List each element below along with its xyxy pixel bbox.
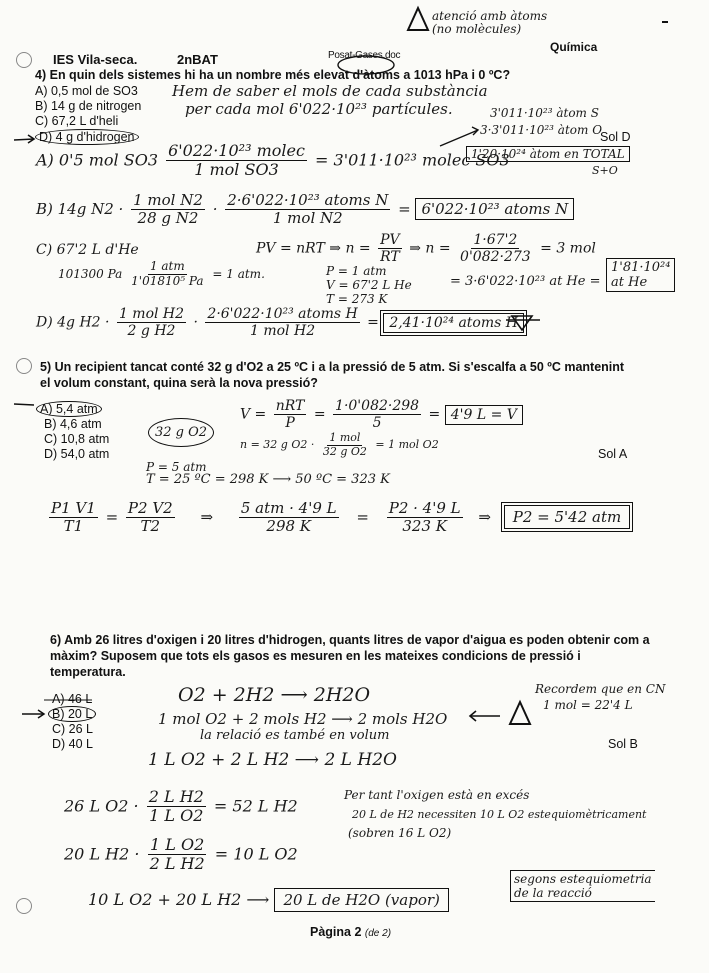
q6-c1-lhs: 26 L O2 ·	[64, 796, 139, 816]
q6-mole-ratio: 1 mol O2 + 2 mols H2 ⟶ 2 mols H2O	[158, 710, 448, 728]
q4-c-fraction	[129, 260, 205, 289]
q5-n-label: n = 32 g O2 ·	[240, 438, 315, 452]
q4-d-calc: D) 4g H2 · $\frac{\text{1 mol H2}}{\text{2 g H2}}$ · $\frac{\text{2·6'022·10²³ atoms H}}{\text{1 mol H2}}$ = 2,41·10²⁴ atoms H	[36, 306, 524, 339]
q5-question-line2: el volum constant, quina serà la nova pressió?	[40, 376, 318, 390]
q6-c2-lhs: 20 L H2 ·	[64, 844, 140, 864]
course-label: 2nBAT	[177, 52, 218, 67]
q4-option-c: C) 67,2 L d'heli	[35, 114, 119, 128]
q5-law-fraction-1	[49, 500, 98, 536]
q4-b-frac1-den: 28 g N2	[137, 209, 199, 228]
q4-b-frac1-num: 1 mol N2	[133, 191, 203, 209]
q4-c-result-box	[606, 258, 675, 292]
q4-a-lhs: A) 0'5 mol SO3	[36, 150, 158, 170]
q4-d-frac1-den: 2 g H2	[127, 323, 176, 340]
q5-n-frac-num: 1 mol	[329, 431, 361, 444]
q6-final-calc	[88, 890, 449, 909]
q4-a-calc	[36, 142, 510, 180]
q5-n-result: = 1 mol O2	[375, 438, 439, 452]
q4-c-pv-den: RT	[380, 249, 400, 266]
file-name: Posat-Gases.doc	[328, 50, 401, 61]
q5-n-frac-den: 32 g O2	[322, 444, 367, 458]
q5-v2-fraction	[333, 398, 421, 431]
q6-option-a: A) 46 L	[52, 692, 93, 706]
q4-d-frac1-num: 1 mol H2	[118, 306, 185, 322]
q4-d-lhs: D) 4g H2 ·	[36, 314, 110, 331]
q4-c-n-den: 0'082·273	[460, 249, 531, 266]
q5-v-frac-den: P	[285, 415, 295, 432]
q4-atoms-s: 3'011·10²³ àtom S	[490, 106, 599, 120]
q4-d-frac2-den: 1 mol H2	[250, 323, 316, 340]
subject-label: Química	[550, 40, 598, 54]
q5-law2-den: T2	[140, 517, 161, 536]
q4-c-mol: = 3 mol	[540, 240, 596, 257]
q4-atoms-o: 3·3'011·10²³ àtom O	[480, 123, 603, 137]
q4-number: 4)	[35, 68, 47, 82]
q4-a-frac-num: 6'022·10²³ molec	[168, 141, 305, 160]
q6-question-line3: temperatura.	[50, 665, 126, 679]
q4-c-p: P = 1 atm	[326, 264, 387, 278]
q4-text: En quin dels sistemes hi ha un nombre més elevat d'àtoms a 1013 hPa i 0 ºC?	[49, 68, 511, 82]
q6-option-b	[48, 707, 96, 722]
q5-number: 5)	[40, 360, 52, 374]
page-footer	[310, 925, 391, 941]
q5-law-fraction-2	[126, 500, 175, 536]
q4-b-result: 6'022·10²³ atoms N	[415, 198, 574, 220]
q5-solution: Sol A	[598, 447, 628, 461]
q5-volume-calc: V = $\frac{\text{nRT}}{P}$ = $\frac{1\cdot 0'082\cdot 298}{5}$ = 4'9 L = V	[240, 398, 523, 431]
q4-a-result: = 3'011·10²³ molec SO3	[315, 150, 510, 170]
q4-option-b: B) 14 g de nitrogen	[35, 99, 142, 113]
q6-volume-relation: la relació es també en volum	[200, 728, 390, 743]
q6-note-leftover: (sobren 16 L O2)	[348, 826, 452, 840]
q4-c-conv	[58, 260, 265, 289]
q5-law1-num: P1 V1	[51, 499, 96, 517]
q5-option-c: C) 10,8 atm	[44, 432, 110, 446]
q6-c1-frac-den: 1 L O2	[149, 806, 204, 826]
q6-calc-2	[64, 836, 298, 874]
q4-c-n-num: 1·67'2	[473, 232, 518, 248]
q4-b-frac2-num: 2·6'022·10²³ atoms N	[227, 191, 389, 209]
q4-a-frac-den: 1 mol SO3	[194, 160, 279, 180]
q4-c-result-unit: at He	[611, 275, 648, 290]
q5-question-line1	[40, 360, 624, 375]
q6-final-lhs: 10 L O2 + 20 L H2 ⟶	[88, 890, 270, 909]
q5-sub-fraction-1	[239, 500, 339, 536]
q5-sub-fraction-2	[387, 500, 463, 536]
q5-law2-num: P2 V2	[127, 499, 173, 517]
q6-c2-frac-num: 1 L O2	[149, 835, 205, 854]
q4-c-t: T = 273 K	[326, 292, 388, 306]
q6-option-d: D) 40 L	[52, 737, 93, 751]
q5-sub2-den: 323 K	[402, 517, 447, 536]
q6-text-1: Amb 26 litres d'oxigen i 20 litres d'hidrogen, quants litres de vapor d'aigua es poden obtenir com a	[64, 633, 650, 647]
q5-volume-box: 4'9 L = V	[445, 405, 523, 425]
q6-note-excess: Per tant l'oxigen està en excés	[344, 788, 530, 802]
q4-note-moles: Hem de saber el mols de cada substància	[172, 82, 488, 100]
q4-c-conditions	[326, 264, 412, 306]
q4-b-lhs: B) 14g N2 ·	[36, 199, 124, 218]
q4-solution: Sol D	[600, 130, 631, 144]
q4-c-n-fraction	[458, 232, 533, 265]
q6-question-line1	[50, 633, 650, 648]
q4-note-particles: per cada mol 6'022·10²³ partícules.	[185, 100, 453, 118]
q5-moles-calc	[240, 432, 439, 458]
q5-v2-frac-num: 1·0'082·298	[335, 398, 420, 414]
q6-reminder-1: Recordem que en CN	[535, 682, 666, 696]
q4-option-d-text: D) 4 g d'hidrogen	[35, 129, 139, 145]
q6-reaction: O2 + 2H2 ⟶ 2H2O	[178, 684, 371, 706]
q4-total-sub: S+O	[592, 164, 618, 177]
q4-c-v: V = 67'2 L He	[326, 278, 412, 292]
page-total: (de 2)	[364, 928, 392, 939]
q4-b-calc: B) 14g N2 · $\frac{\text{1 mol N2}}{\text{28 g N2}}$ · $\frac{\text{2·6'022·10²³ atoms N}}{\text{1 mol N2}}$ = 6'022·10²³ atoms N	[36, 192, 574, 228]
q4-d-fraction-1	[117, 306, 186, 339]
q5-option-a-text: A) 5,4 atm	[36, 401, 102, 417]
q5-option-a	[36, 402, 102, 417]
q6-c2-frac-den: 2 L H2	[149, 854, 205, 874]
q4-option-a: A) 0,5 mol de SO3	[35, 84, 138, 98]
q6-c1-fraction	[147, 788, 206, 826]
q4-c-ideal-gas	[256, 232, 596, 265]
q5-temperature: T = 25 ºC = 298 K ⟶ 50 ºC = 323 K	[146, 472, 390, 487]
q4-question	[35, 68, 510, 83]
q4-c-pa: 101300 Pa	[58, 266, 123, 281]
q4-b-frac2-den: 1 mol N2	[272, 209, 343, 228]
q6-solution: Sol B	[608, 737, 638, 751]
q5-v-label: V =	[240, 406, 267, 423]
q5-law1-den: T1	[63, 517, 84, 536]
q5-v2-frac-den: 5	[372, 415, 382, 432]
q6-question-line2: màxim? Suposem que tots els gasos es mesuren en les mateixes condicions de pressió i	[50, 649, 581, 663]
q4-c-pv-num: PV	[380, 232, 400, 248]
q6-c2-fraction	[148, 836, 207, 874]
q6-volume-ratio: 1 L O2 + 2 L H2 ⟶ 2 L H2O	[148, 750, 397, 770]
q4-b-fraction-1	[131, 192, 205, 228]
q4-d-frac2-num: 2·6'022·10²³ atoms H	[207, 306, 358, 322]
q6-c1-result: = 52 L H2	[213, 796, 298, 816]
q5-text-1: Un recipient tancat conté 32 g d'O2 a 25 ºC i a la pressió de 5 atm. Si s'escalfa a 50 ºC mantenint	[54, 360, 625, 374]
q4-c-n-eq: ⇒ n =	[409, 240, 451, 257]
q4-c-frac-num: 1 atm	[149, 259, 185, 273]
q5-sub1-den: 298 K	[266, 517, 312, 536]
q4-c-calc: = 3·6'022·10²³ at He =	[450, 274, 601, 289]
q6-c2-result: = 10 L O2	[214, 844, 298, 864]
q4-d-result: 2,41·10²⁴ atoms H	[383, 313, 524, 333]
q5-n-fraction	[321, 432, 369, 458]
q6-option-c: C) 26 L	[52, 722, 93, 736]
note-atoms: atenció amb àtoms (no molècules)	[432, 9, 548, 36]
q6-final-box: 20 L de H2O (vapor)	[274, 888, 448, 912]
q6-final-note-2: de la reacció	[514, 886, 592, 900]
q5-pressure: P = 5 atm	[146, 460, 207, 474]
q5-option-d: D) 54,0 atm	[44, 447, 110, 461]
q4-c-lhs: C) 67'2 L d'He	[36, 242, 139, 258]
q5-mass-circle: 32 g O2	[148, 418, 214, 447]
page-number: Pàgina 2	[310, 925, 362, 939]
q5-v-fraction	[274, 398, 307, 431]
q4-b-fraction-2	[225, 192, 390, 228]
q6-reminder-2: 1 mol = 22'4 L	[543, 698, 633, 712]
q4-a-fraction	[166, 142, 307, 180]
q5-result-box: P2 = 5'42 atm	[504, 505, 630, 529]
q6-final-note	[510, 870, 655, 902]
q4-c-eq: = 1 atm.	[212, 266, 265, 281]
q6-final-note-1: segons estequiometria	[514, 872, 652, 886]
q5-sub2-num: P2 · 4'9 L	[388, 499, 461, 517]
q5-sub1-num: 5 atm · 4'9 L	[240, 499, 337, 517]
q6-number: 6)	[50, 633, 62, 647]
q4-c-pv-fraction	[378, 232, 402, 265]
q6-option-b-text: B) 20 L	[48, 706, 96, 722]
q6-c1-frac-num: 2 L H2	[148, 787, 204, 806]
q5-option-b: B) 4,6 atm	[44, 417, 102, 431]
q6-calc-1	[64, 788, 298, 826]
q5-gas-law: $\frac{P1 V1}{T1}$ = $\frac{P2 V2}{T2}$ ⇒ $\frac{\text{5 atm · 4'9 L}}{298 K}$ = $\frac{P2 \cdot 4'9 L}{323 K}$ ⇒ P2 = 5'42 atm	[46, 500, 630, 536]
q4-c-frac-den: 1'01810⁵ Pa	[131, 273, 204, 288]
q5-v-frac-num: nRT	[275, 398, 305, 414]
q4-c-result-value: 1'81·10²⁴	[611, 260, 671, 275]
q4-c-pv: PV = nRT ⇒ n =	[256, 240, 371, 257]
q4-d-fraction-2	[205, 306, 359, 339]
q5-v-eq: =	[313, 406, 326, 423]
q6-note-stoich: 20 L de H2 necessiten 10 L O2 estequiomètricament	[352, 808, 647, 821]
q4-total-box: 1'20·10²⁴ àtom en TOTAL	[466, 146, 630, 162]
school-name: IES Vila-seca.	[53, 52, 138, 67]
